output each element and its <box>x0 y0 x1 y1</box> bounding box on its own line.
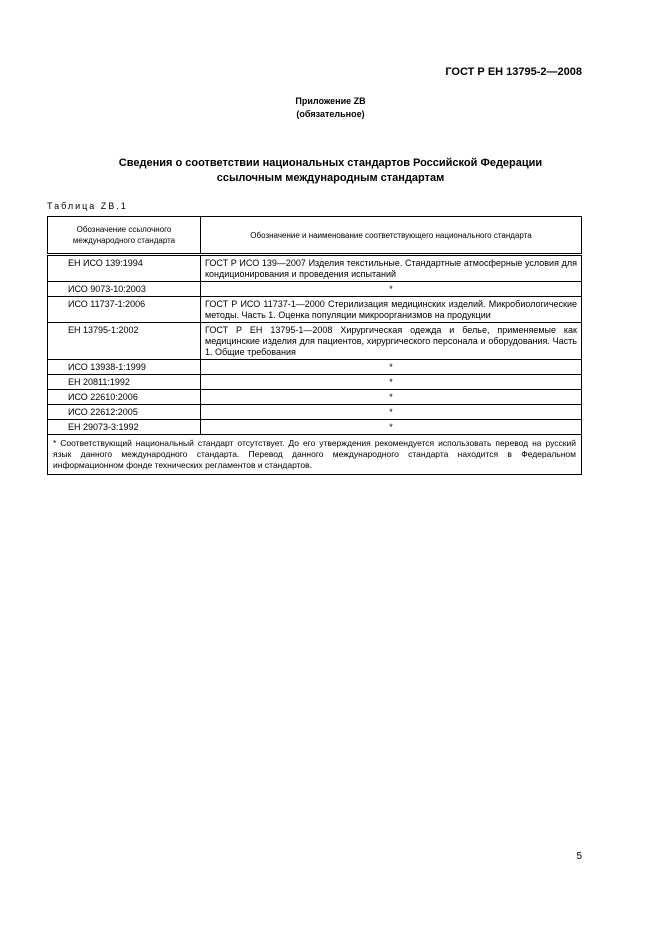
national-standard-cell: * <box>201 360 582 375</box>
national-standard-cell: * <box>201 390 582 405</box>
section-title-line-1: Сведения о соответствии национальных стандартов Российской Федерации <box>118 157 543 169</box>
reference-standard-cell: ЕН 29073-3:1992 <box>48 420 201 435</box>
reference-standard-cell: ЕН ИСО 139:1994 <box>48 255 201 282</box>
annex-label: Приложение ZB <box>295 96 366 106</box>
column-header-reference: Обозначение ссылочного международного стандарта <box>48 217 201 255</box>
national-standard-cell: * <box>201 420 582 435</box>
reference-standard-cell: ИСО 9073-10:2003 <box>48 282 201 297</box>
table-label: Таблица ZB.1 <box>47 201 128 211</box>
table-row <box>48 297 582 323</box>
column-header-national: Обозначение и наименование соответствующего национального стандарта <box>201 217 582 255</box>
correspondence-table <box>47 216 582 475</box>
annex-title <box>0 95 661 121</box>
table-row <box>48 255 582 282</box>
national-standard-cell: ГОСТ Р ИСО 139—2007 Изделия текстильные. Стандартные атмосферные условия для кондиционирования и проведения испытаний <box>201 255 582 282</box>
national-standard-cell: ГОСТ Р ИСО 11737-1—2000 Стерилизация медицинских изделий. Микробиологические методы. Часть 1. Оценка популяции микроорганизмов на продукции <box>201 297 582 323</box>
reference-standard-cell: ЕН 13795-1:2002 <box>48 323 201 360</box>
document-code: ГОСТ Р ЕН 13795-2—2008 <box>445 66 582 78</box>
table-row <box>48 420 582 435</box>
section-title-line-2: ссылочным международным стандартам <box>216 172 445 184</box>
national-standard-cell: * <box>201 405 582 420</box>
table-header-row <box>48 217 582 255</box>
reference-standard-cell: ИСО 11737-1:2006 <box>48 297 201 323</box>
reference-standard-cell: ИСО 22612:2005 <box>48 405 201 420</box>
national-standard-cell: * <box>201 282 582 297</box>
table-row <box>48 375 582 390</box>
reference-standard-cell: ИСО 13938-1:1999 <box>48 360 201 375</box>
national-standard-cell: * <box>201 375 582 390</box>
national-standard-cell: ГОСТ Р ЕН 13795-1—2008 Хирургическая одежда и белье, применяемые как медицинские изделия для пациентов, хирургического персонала и оборудования. Часть 1. Общие требования <box>201 323 582 360</box>
table-footnote-row <box>48 435 582 475</box>
table-row <box>48 282 582 297</box>
reference-standard-cell: ЕН 20811:1992 <box>48 375 201 390</box>
reference-standard-cell: ИСО 22610:2006 <box>48 390 201 405</box>
section-title <box>0 156 661 186</box>
table-row <box>48 360 582 375</box>
table-footnote: * Соответствующий национальный стандарт отсутствует. До его утверждения рекомендуется использовать перевод на русский язык данного международного стандарта. Перевод данного международного стандарта находится в Федеральном информационном фонде технических регламентов и стандартов. <box>48 435 582 475</box>
table-row <box>48 390 582 405</box>
table-row <box>48 405 582 420</box>
table-row <box>48 323 582 360</box>
page-number: 5 <box>576 851 582 862</box>
annex-status: (обязательное) <box>296 109 365 119</box>
